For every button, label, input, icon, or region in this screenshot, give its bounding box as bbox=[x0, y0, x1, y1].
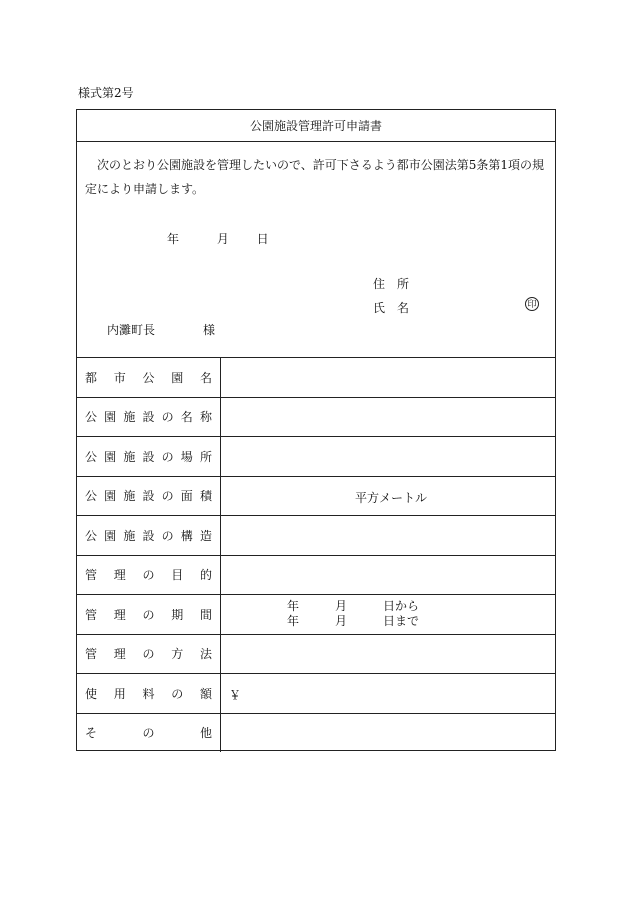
row-label: 管 理 の 期 間 bbox=[85, 607, 212, 622]
addressee: 内灘町長 様 bbox=[107, 323, 216, 337]
form-row-park-name bbox=[77, 357, 555, 397]
form-rows bbox=[77, 357, 555, 752]
form-row-facility-location bbox=[77, 436, 555, 476]
row-value[interactable] bbox=[221, 674, 555, 713]
form-row-other bbox=[77, 713, 555, 753]
row-label: 都 市 公 園 名 bbox=[85, 370, 212, 385]
form-row-usage-fee bbox=[77, 673, 555, 713]
row-label: 公 園 施 設 の 名 称 bbox=[85, 410, 212, 425]
form-row-management-purpose bbox=[77, 555, 555, 595]
date-year: 年 bbox=[167, 232, 180, 246]
form-row-management-period bbox=[77, 594, 555, 634]
row-value[interactable] bbox=[221, 398, 555, 437]
form-number: 様式第2号 bbox=[78, 86, 134, 100]
row-value[interactable] bbox=[221, 358, 555, 397]
row-label: 管 理 の 方 法 bbox=[85, 647, 212, 662]
row-label: 使 用 料 の 額 bbox=[85, 686, 212, 701]
area-unit: 平方メートル bbox=[355, 490, 428, 505]
period-from: 年 月 日から bbox=[287, 599, 420, 613]
form-row-facility-name bbox=[77, 397, 555, 437]
row-value[interactable] bbox=[221, 516, 555, 555]
row-value[interactable] bbox=[221, 595, 555, 634]
form-row-facility-structure bbox=[77, 515, 555, 555]
row-label: 公 園 施 設 の 構 造 bbox=[85, 528, 212, 543]
application-form bbox=[76, 109, 556, 751]
row-label: 公 園 施 設 の 面 積 bbox=[85, 489, 212, 504]
row-label: 公 園 施 設 の 場 所 bbox=[85, 449, 212, 464]
row-value[interactable] bbox=[221, 437, 555, 476]
form-row-management-method bbox=[77, 634, 555, 674]
row-value[interactable] bbox=[221, 714, 555, 753]
date-month: 月 bbox=[216, 232, 229, 246]
yen-sign: ￥ bbox=[229, 688, 242, 702]
date-line bbox=[167, 230, 269, 247]
row-value[interactable] bbox=[221, 635, 555, 674]
period-range bbox=[287, 599, 419, 629]
form-row-facility-area bbox=[77, 476, 555, 516]
row-value[interactable] bbox=[221, 477, 555, 516]
seal-mark: 印 bbox=[525, 297, 539, 311]
period-to: 年 月 日まで bbox=[287, 614, 420, 628]
address-label: 住 所 bbox=[373, 277, 410, 291]
form-title: 公園施設管理許可申請書 bbox=[77, 110, 555, 142]
row-value[interactable] bbox=[221, 556, 555, 595]
row-label: そ の 他 bbox=[85, 726, 212, 741]
date-day: 日 bbox=[256, 232, 269, 246]
statement-text: 次のとおり公園施設を管理したいので、許可下さるよう都市公園法第5条第1項の規定により申請します。 bbox=[85, 158, 545, 196]
name-label: 氏 名 bbox=[373, 301, 410, 315]
row-label: 管 理 の 目 的 bbox=[85, 568, 212, 583]
